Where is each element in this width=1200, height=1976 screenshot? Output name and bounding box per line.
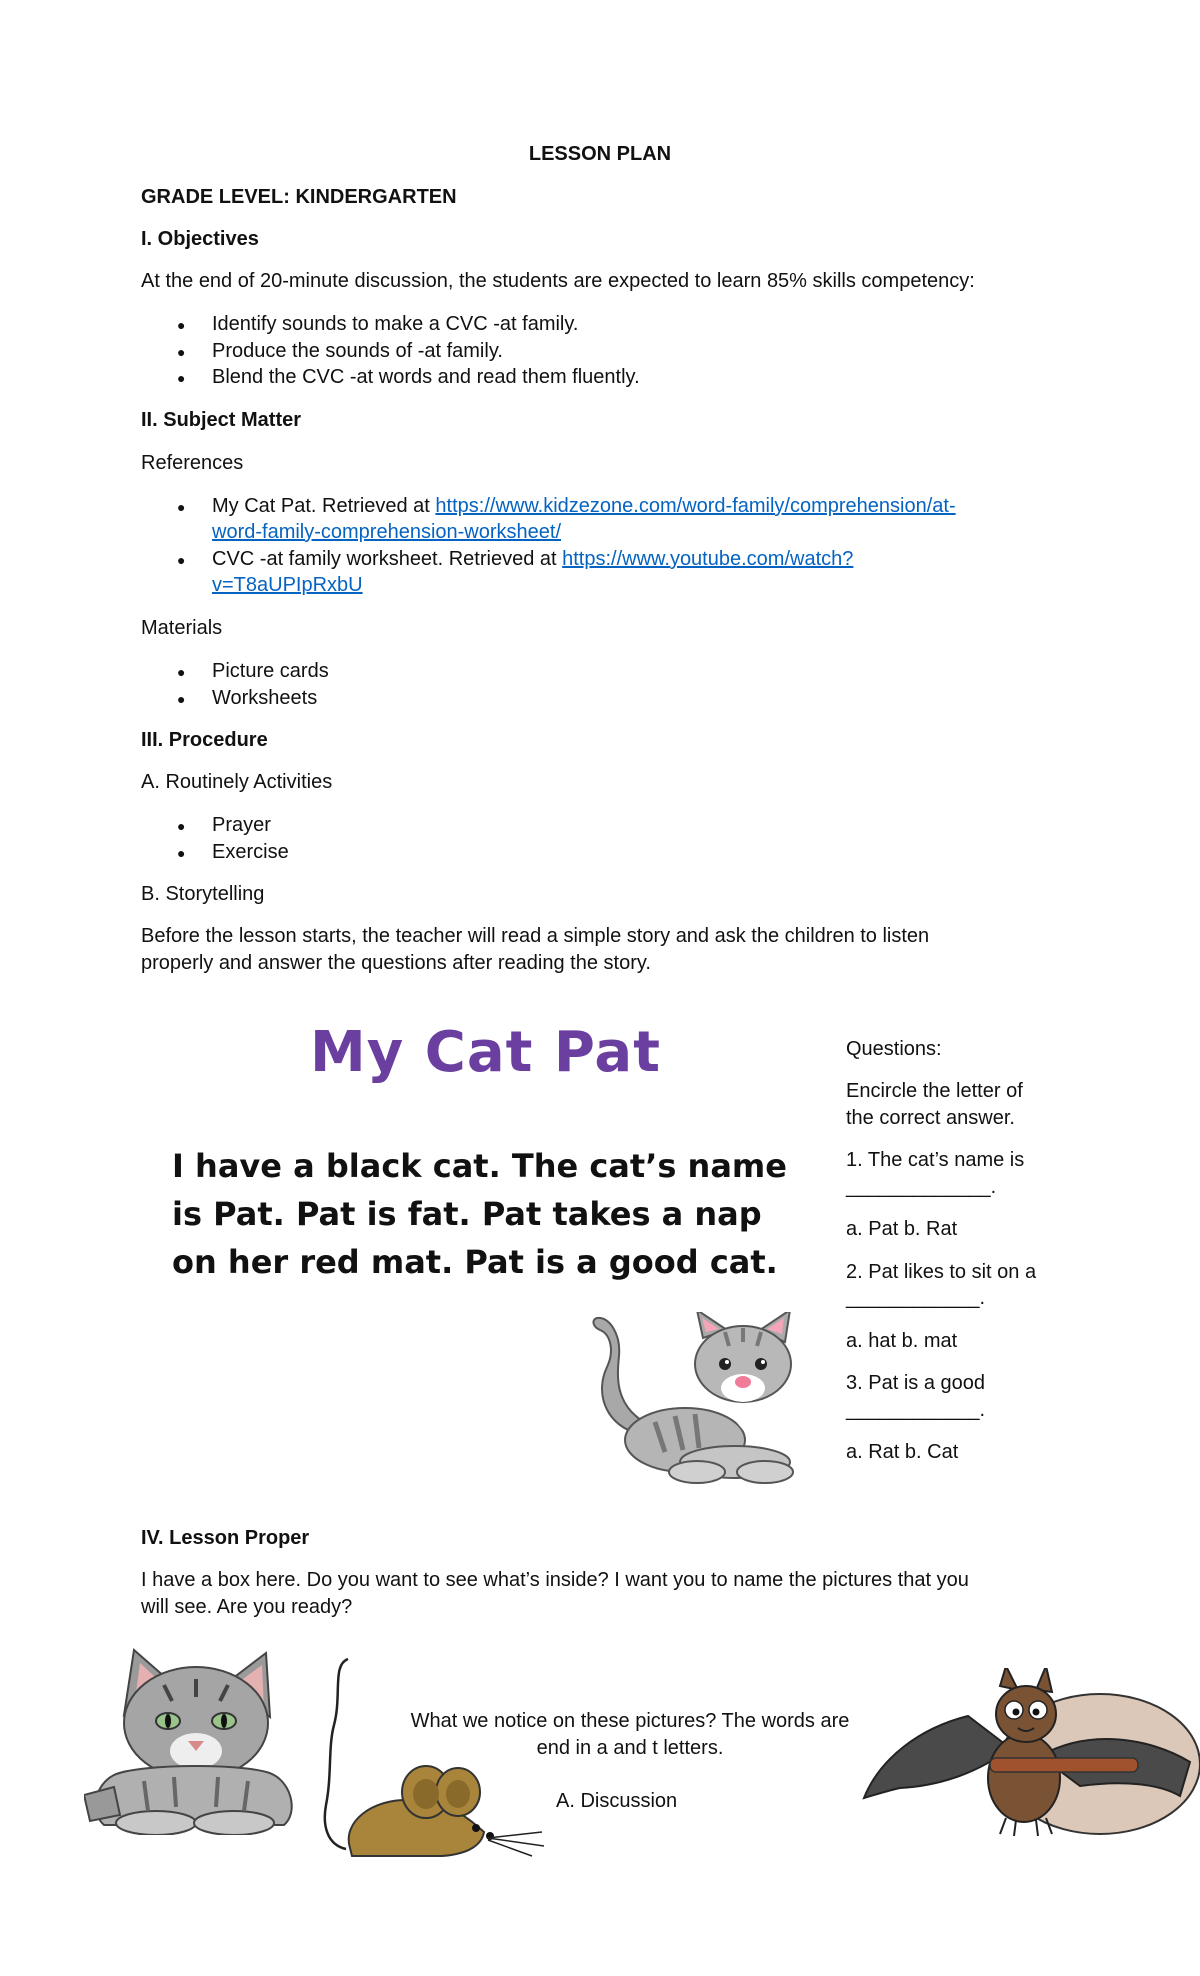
objectives-heading: I. Objectives <box>141 228 259 250</box>
routine-item: Prayer <box>212 814 271 836</box>
question-text: 1. The cat’s name is <box>846 1149 1025 1171</box>
lesson-intro-line: will see. Are you ready? <box>141 1596 353 1618</box>
answer-choices: a. Pat b. Rat <box>846 1218 958 1240</box>
reference-link-continued <box>212 519 561 545</box>
reference-link[interactable]: https://www.youtube.com/watch? <box>562 548 854 570</box>
answer-choices: a. Rat b. Cat <box>846 1441 959 1463</box>
story-intro-line: Before the lesson starts, the teacher will read a simple story and ask the children to listen <box>141 925 930 947</box>
reference-link[interactable]: word-family-comprehension-worksheet/ <box>212 521 562 543</box>
routine-label: A. Routinely Activities <box>141 771 333 793</box>
objective-item: Identify sounds to make a CVC -at family. <box>212 313 579 335</box>
story-line: I have a black cat. The cat’s name <box>172 1147 787 1185</box>
answer-blank: ____________. <box>846 1287 986 1309</box>
story-title: My Cat Pat <box>310 1020 661 1085</box>
story-text <box>172 1142 812 1286</box>
reference-item <box>212 546 853 572</box>
material-item: Worksheets <box>212 687 318 709</box>
question-text: 2. Pat likes to sit on a <box>846 1261 1037 1283</box>
objective-item: Blend the CVC -at words and read them fluently. <box>212 366 640 388</box>
bullet-icon: ● <box>177 344 186 360</box>
questions-instruction: Encircle the letter of <box>846 1080 1023 1102</box>
notice-line: end in a and t letters. <box>536 1737 724 1759</box>
references-label: References <box>141 452 244 474</box>
answer-blank: _____________. <box>846 1176 997 1198</box>
questions-instruction: the correct answer. <box>846 1107 1015 1129</box>
material-item: Picture cards <box>212 660 329 682</box>
reference-link[interactable]: v=T8aUPIpRxbU <box>212 574 363 596</box>
bullet-icon: ● <box>177 370 186 386</box>
reference-item <box>212 493 956 519</box>
bullet-icon: ● <box>177 317 186 333</box>
story-line: on her red mat. Pat is a good cat. <box>172 1243 778 1281</box>
bullet-icon: ● <box>177 499 186 515</box>
procedure-heading: III. Procedure <box>141 729 268 751</box>
lesson-proper-heading: IV. Lesson Proper <box>141 1527 310 1549</box>
rat-picture <box>342 1762 547 1858</box>
objective-item: Produce the sounds of -at family. <box>212 340 503 362</box>
bullet-icon: ● <box>177 691 186 707</box>
routine-item: Exercise <box>212 841 289 863</box>
grade-level: GRADE LEVEL: KINDERGARTEN <box>141 186 457 208</box>
questions-label: Questions: <box>846 1038 942 1060</box>
discussion-label: A. Discussion <box>556 1790 678 1812</box>
bullet-icon: ● <box>177 552 186 568</box>
answer-choices: a. hat b. mat <box>846 1330 958 1352</box>
objectives-intro: At the end of 20-minute discussion, the students are expected to learn 85% skills competency: <box>141 270 975 292</box>
materials-label: Materials <box>141 617 223 639</box>
reference-text: CVC -at family worksheet. Retrieved at <box>212 548 563 570</box>
bullet-icon: ● <box>177 664 186 680</box>
bat-picture <box>860 1668 1200 1848</box>
bullet-icon: ● <box>177 818 186 834</box>
reference-link[interactable]: https://www.kidzezone.com/word-family/comprehension/at- <box>435 495 956 517</box>
notice-line: What we notice on these pictures? The words are <box>410 1710 850 1732</box>
reference-link-continued <box>212 572 363 598</box>
lesson-intro-line: I have a box here. Do you want to see what’s inside? I want you to name the pictures that you <box>141 1569 969 1591</box>
cat-illustration <box>585 1312 815 1490</box>
reference-text: My Cat Pat. Retrieved at <box>212 495 436 517</box>
document-title: LESSON PLAN <box>528 143 672 165</box>
answer-blank: ____________. <box>846 1399 986 1421</box>
storytelling-label: B. Storytelling <box>141 883 265 905</box>
bullet-icon: ● <box>177 845 186 861</box>
question-text: 3. Pat is a good <box>846 1372 985 1394</box>
story-intro-line: properly and answer the questions after reading the story. <box>141 952 651 974</box>
tabby-cat-picture <box>84 1645 302 1835</box>
subject-matter-heading: II. Subject Matter <box>141 409 302 431</box>
story-line: is Pat. Pat is fat. Pat takes a nap <box>172 1195 762 1233</box>
